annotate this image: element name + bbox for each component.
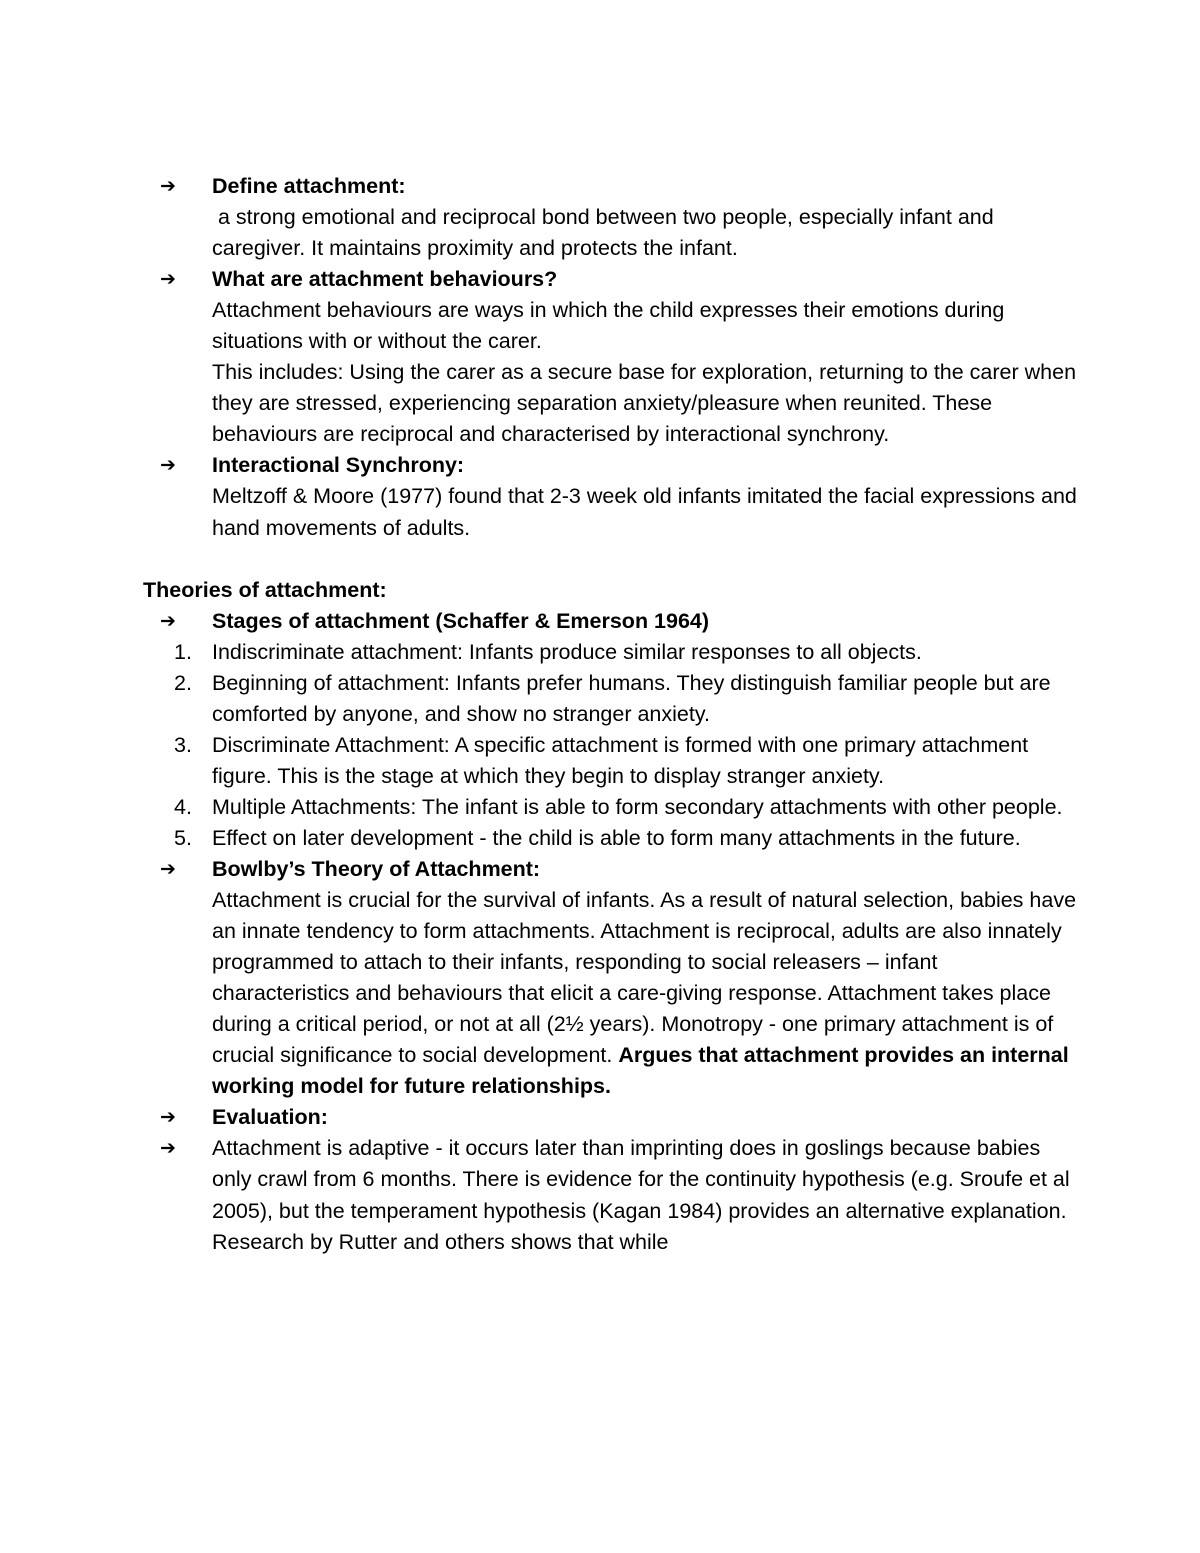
stage-list-item bbox=[0, 668, 1200, 730]
stage-text: Multiple Attachments: The infant is able to form secondary attachments with other people. bbox=[212, 794, 1063, 819]
evaluation-heading: Evaluation: bbox=[212, 1105, 328, 1130]
define-attachment-text: a strong emotional and reciprocal bond between two people, especially infant and caregiver. It maintains proximity and protects the infant. bbox=[212, 205, 1000, 261]
arrow-bullet-icon: ➔ bbox=[160, 1106, 176, 1129]
bullet-interactional-synchrony bbox=[0, 450, 1200, 543]
arrow-bullet-icon: ➔ bbox=[160, 1137, 176, 1160]
bullet-define-attachment bbox=[0, 171, 1200, 264]
arrow-bullet-icon: ➔ bbox=[160, 268, 176, 291]
stages-heading: Stages of attachment (Schaffer & Emerson 1964) bbox=[212, 608, 710, 633]
arrow-bullet-icon: ➔ bbox=[160, 454, 176, 477]
bowlby-heading: Bowlby’s Theory of Attachment: bbox=[212, 856, 541, 881]
bullet-stages-of-attachment bbox=[0, 606, 1200, 637]
list-number: 4. bbox=[174, 794, 192, 819]
arrow-bullet-icon: ➔ bbox=[160, 857, 176, 880]
stage-list-item bbox=[0, 792, 1200, 823]
stage-text: Indiscriminate attachment: Infants produce similar responses to all objects. bbox=[212, 639, 922, 664]
bowlby-paragraph bbox=[212, 885, 1080, 1102]
stage-list-item bbox=[0, 730, 1200, 792]
arrow-bullet-icon: ➔ bbox=[160, 175, 176, 197]
bowlby-bold-text: Argues that attachment provides an internal working model for future relationships. bbox=[212, 1043, 1069, 1099]
attachment-behaviours-heading: What are attachment behaviours? bbox=[212, 267, 558, 292]
stage-list-item bbox=[0, 637, 1200, 668]
evaluation-text: Attachment is adaptive - it occurs later than imprinting does in goslings because babies only crawl from 6 months. There is evidence for the continuity hypothesis (e.g. Sroufe et al 2005), but the temperament hypothesis (Kagan 1984) provides an alternative explanation. Research by Rutter and others shows that while bbox=[212, 1136, 1070, 1254]
stage-text: Effect on later development - the child is able to form many attachments in the future. bbox=[212, 825, 1021, 850]
attachment-behaviours-includes: This includes: Using the carer as a secure base for exploration, returning to the carer when they are stressed, experiencing separation anxiety/pleasure when reunited. These behaviours are reciprocal and characterised by interactional synchrony. bbox=[212, 360, 1077, 447]
stage-text: Beginning of attachment: Infants prefer humans. They distinguish familiar people but are comforted by anyone, and show no stranger anxiety. bbox=[212, 670, 1051, 726]
bullet-bowlby-theory bbox=[0, 854, 1200, 1102]
bowlby-text: Attachment is crucial for the survival of infants. As a result of natural selection, babies have an innate tendency to form attachments. Attachment is reciprocal, adults are also innately programmed to attach to their infants, responding to social releasers – infant characteristics and behaviours that elicit a care-giving response. Attachment takes place during a critical period, or not at all (2½ years). Monotropy - one primary attachment is of crucial significance to social development. bbox=[212, 888, 1077, 1068]
bullet-evaluation-text bbox=[0, 1133, 1200, 1257]
stage-text: Discriminate Attachment: A specific attachment is formed with one primary attachment figure. This is the stage at which they begin to display stranger anxiety. bbox=[212, 732, 1029, 788]
stage-list-item bbox=[0, 823, 1200, 854]
interactional-synchrony-heading: Interactional Synchrony: bbox=[212, 453, 465, 478]
list-number: 1. bbox=[174, 639, 192, 664]
bullet-evaluation bbox=[0, 1102, 1200, 1133]
list-number: 3. bbox=[174, 732, 192, 757]
theories-heading: Theories of attachment: bbox=[143, 577, 387, 602]
list-number: 2. bbox=[174, 670, 192, 695]
define-attachment-heading: Define attachment: bbox=[212, 174, 406, 198]
arrow-bullet-icon: ➔ bbox=[160, 609, 176, 632]
interactional-synchrony-text: Meltzoff & Moore (1977) found that 2-3 week old infants imitated the facial expressions and hand movements of adults. bbox=[212, 484, 1077, 540]
list-number: 5. bbox=[174, 825, 192, 850]
attachment-behaviours-text: Attachment behaviours are ways in which the child expresses their emotions during situations with or without the carer. bbox=[212, 298, 1005, 354]
bullet-attachment-behaviours bbox=[0, 264, 1200, 450]
blank-line bbox=[0, 544, 1200, 575]
document-body bbox=[0, 171, 1200, 1258]
